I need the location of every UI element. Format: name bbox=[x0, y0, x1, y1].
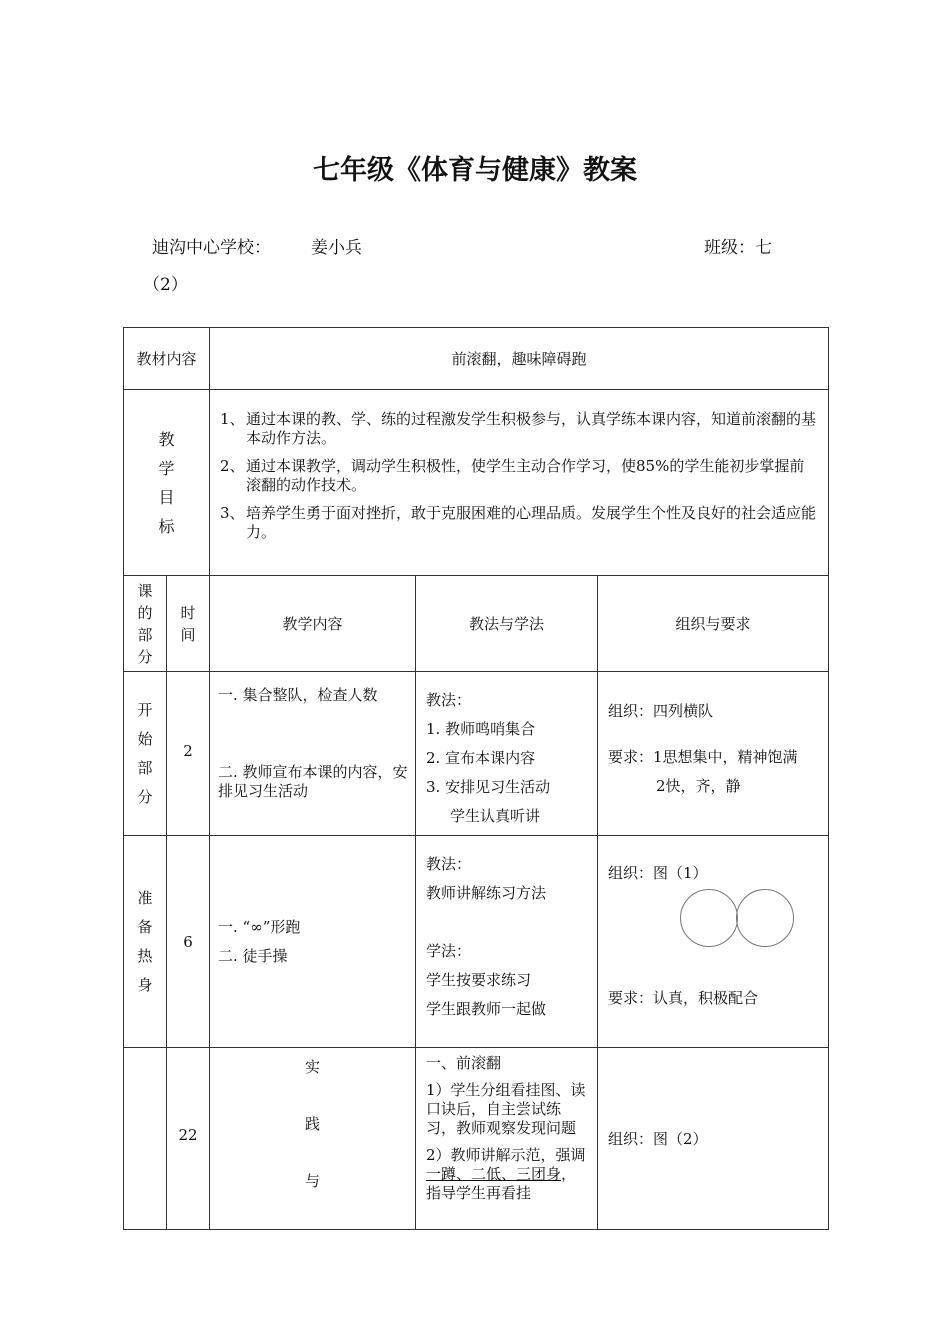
objective-item bbox=[220, 504, 816, 542]
part-char: 身 bbox=[137, 975, 153, 994]
objectives-list bbox=[210, 390, 829, 576]
start-organization bbox=[598, 672, 829, 836]
practice-time: 22 bbox=[167, 1048, 210, 1230]
practice-part-label bbox=[124, 1048, 167, 1230]
method-line: 教师讲解练习方法 bbox=[426, 884, 547, 902]
org-line: 组织：图（1） bbox=[608, 864, 708, 882]
objective-number: 3、 bbox=[220, 504, 245, 522]
class-suffix: （2） bbox=[143, 275, 188, 295]
method-text: 2）教师讲解示范，强调 bbox=[426, 1146, 586, 1164]
practice-content bbox=[210, 1048, 416, 1230]
objective-number: 1、 bbox=[220, 410, 245, 428]
start-part-label bbox=[124, 672, 167, 836]
figure-1-diagram bbox=[608, 889, 818, 949]
objective-text: 通过本课教学，调动学生积极性，使学生主动合作学习，使85%的学生能初步掌握前滚翻的动作技术。 bbox=[246, 457, 805, 494]
method-line: 学生跟教师一起做 bbox=[426, 1000, 547, 1018]
objective-number: 2、 bbox=[220, 457, 245, 475]
method-line: 教法： bbox=[426, 855, 472, 873]
content-char: 实 bbox=[305, 1058, 321, 1076]
content-item: 二. 徒手操 bbox=[218, 946, 288, 965]
objectives-label-char: 目 bbox=[158, 487, 175, 507]
objective-item bbox=[220, 457, 816, 495]
practice-section-row bbox=[124, 1048, 829, 1230]
warmup-part-label bbox=[124, 836, 167, 1048]
warmup-methods bbox=[416, 836, 598, 1048]
content-item: 一. 集合整队，检查人数 bbox=[218, 686, 378, 704]
part-header-char: 分 bbox=[137, 647, 153, 666]
material-label: 教材内容 bbox=[124, 328, 210, 390]
school-name: 迪沟中心学校： bbox=[152, 238, 271, 258]
warmup-content bbox=[210, 836, 416, 1048]
time-header bbox=[167, 576, 210, 672]
material-row bbox=[124, 328, 829, 390]
organization-header: 组织与要求 bbox=[598, 576, 829, 672]
part-char: 热 bbox=[137, 946, 153, 965]
objectives-label-char: 学 bbox=[158, 458, 175, 478]
warmup-organization bbox=[598, 836, 829, 1048]
objectives-label-char: 标 bbox=[158, 516, 175, 536]
circle-right bbox=[736, 889, 794, 947]
content-item: 一. “∞”形跑 bbox=[218, 917, 301, 936]
method-line: 1）学生分组看挂图、读口诀后，自主尝试练习，教师观察发现问题 bbox=[426, 1081, 586, 1137]
objective-item bbox=[220, 410, 816, 448]
time-header-char: 时 bbox=[180, 603, 196, 622]
org-line: 要求：认真，积极配合 bbox=[608, 989, 759, 1007]
part-char: 始 bbox=[137, 729, 153, 748]
part-char: 分 bbox=[137, 787, 153, 806]
circle-left bbox=[680, 889, 738, 947]
method-line bbox=[426, 1146, 589, 1203]
class-label: 班级：七 bbox=[704, 238, 772, 258]
warmup-section-row bbox=[124, 836, 829, 1048]
method-line: 2. 宣布本课内容 bbox=[426, 749, 536, 767]
part-char: 备 bbox=[137, 917, 153, 936]
content-header: 教学内容 bbox=[210, 576, 416, 672]
start-section-row bbox=[124, 672, 829, 836]
org-line: 2快，齐，静 bbox=[656, 777, 741, 795]
part-char: 准 bbox=[137, 888, 153, 907]
teacher-name: 姜小兵 bbox=[311, 238, 362, 258]
part-header bbox=[124, 576, 167, 672]
method-line: 3. 安排见习生活动 bbox=[426, 778, 551, 796]
objectives-label-char: 教 bbox=[158, 429, 175, 449]
start-methods bbox=[416, 672, 598, 836]
part-char: 部 bbox=[137, 758, 153, 777]
part-header-char: 课 bbox=[137, 581, 153, 600]
part-char: 开 bbox=[137, 700, 153, 719]
method-line: 学生认真听讲 bbox=[450, 807, 541, 825]
org-line: 组织：四列横队 bbox=[608, 702, 714, 720]
warmup-time: 6 bbox=[167, 836, 210, 1048]
method-line: 学法： bbox=[426, 942, 472, 960]
objectives-row bbox=[124, 390, 829, 576]
method-line: 学生按要求练习 bbox=[426, 971, 532, 989]
column-header-row bbox=[124, 576, 829, 672]
practice-organization: 组织：图（2） bbox=[598, 1048, 829, 1230]
content-char: 践 bbox=[305, 1115, 321, 1133]
part-header-char: 的 bbox=[137, 603, 153, 622]
objective-text: 培养学生勇于面对挫折，敢于克服困难的心理品质。发展学生个性及良好的社会适应能力。 bbox=[246, 504, 817, 541]
methods-header: 教法与学法 bbox=[416, 576, 598, 672]
material-value: 前滚翻，趣味障碍跑 bbox=[210, 328, 829, 390]
document-title: 七年级《体育与健康》教案 bbox=[313, 155, 637, 186]
objectives-label bbox=[124, 390, 210, 576]
start-time: 2 bbox=[167, 672, 210, 836]
method-line: 教法： bbox=[426, 691, 472, 709]
org-line: 要求：1思想集中，精神饱满 bbox=[608, 748, 798, 766]
practice-methods bbox=[416, 1048, 598, 1230]
start-content bbox=[210, 672, 416, 836]
lesson-plan-table bbox=[123, 327, 829, 1230]
content-item: 二. 教师宣布本课的内容，安排见习生活动 bbox=[218, 763, 408, 800]
method-heading: 一、前滚翻 bbox=[426, 1054, 502, 1072]
objective-text: 通过本课的教、学、练的过程激发学生积极参与，认真学练本课内容，知道前滚翻的基本动作方法。 bbox=[246, 410, 817, 447]
method-emphasis: 一蹲、二低、三团身 bbox=[426, 1165, 562, 1183]
method-text: ，指导学生再看挂 bbox=[426, 1165, 577, 1202]
content-char: 与 bbox=[305, 1172, 321, 1190]
time-header-char: 间 bbox=[180, 625, 196, 644]
method-line: 1. 教师鸣哨集合 bbox=[426, 720, 536, 738]
part-header-char: 部 bbox=[137, 625, 153, 644]
